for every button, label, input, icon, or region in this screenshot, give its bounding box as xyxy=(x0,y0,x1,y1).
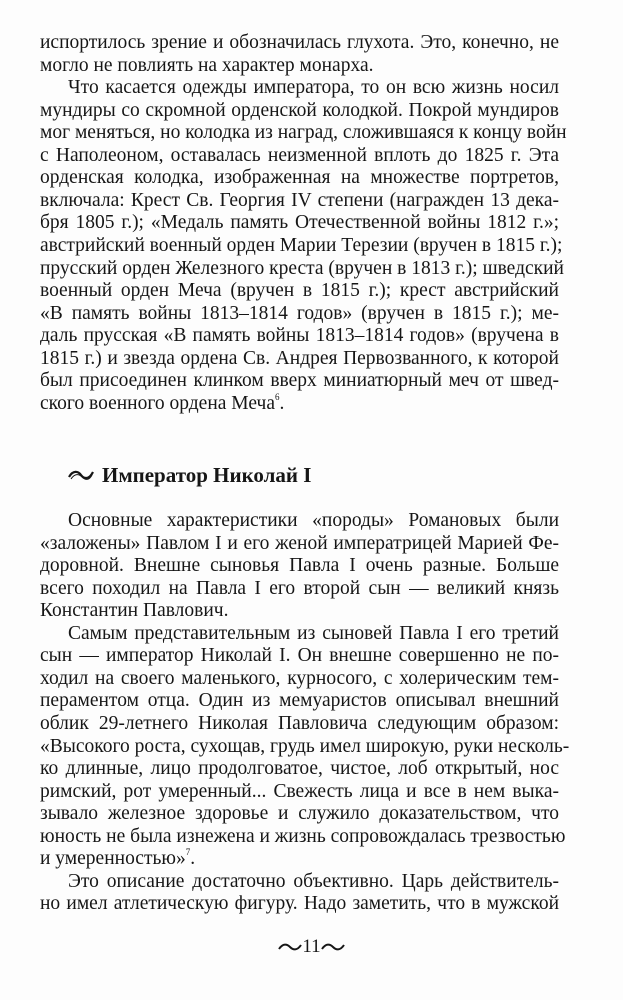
text-line xyxy=(40,555,559,577)
text-line xyxy=(40,100,559,122)
text-line xyxy=(40,533,559,555)
line-text: 1815 г.) и звезда ордена Св. Андрея Первозванного, к которой xyxy=(40,347,559,369)
line-text: Самым представительным из сыновей Павла I его третий xyxy=(68,622,559,644)
text-line xyxy=(40,578,559,600)
line-text: облик 29-летнего Николая Павловича следующим образом: xyxy=(40,712,559,734)
text-line xyxy=(40,145,559,167)
line-text: ходил на своего маленького, курносого, с холерическим тем- xyxy=(40,667,559,689)
text-line xyxy=(40,645,559,667)
footnote-marker[interactable]: 6 xyxy=(275,391,280,402)
text-line xyxy=(40,370,559,392)
text-line xyxy=(40,348,559,370)
text-line xyxy=(68,77,559,99)
page-number: 11 xyxy=(302,936,321,957)
line-text: мундиры со скромной орденской колодкой. Покрой мундиров xyxy=(40,99,559,121)
line-text: был присоединен клинком вверх миниатюрный меч от швед- xyxy=(40,370,559,392)
text-line xyxy=(40,122,567,144)
line-text: мог меняться, но колодка из наград, сложившаяся к концу войн xyxy=(40,122,567,144)
text-line xyxy=(68,510,559,532)
line-text: Это описание достаточно объективно. Царь действитель- xyxy=(68,870,559,892)
text-line xyxy=(40,212,559,234)
text-line xyxy=(40,803,559,825)
line-text: могло не повлиять на характер монарха. xyxy=(40,54,374,76)
line-text: зывало железное здоровье и служило доказательством, что xyxy=(40,803,559,825)
text-line xyxy=(40,893,559,915)
line-text: . xyxy=(279,392,285,414)
line-text: пераментом отца. Один из мемуаристов описывал внешний xyxy=(40,690,559,712)
text-line xyxy=(40,600,559,622)
line-text: орденская колодка, изображенная на множестве портретов, xyxy=(40,167,559,189)
line-text: даль прусская «В память войны 1813–1814 годов» (вручена в xyxy=(40,325,559,347)
line-text: ского военного ордена Меча xyxy=(40,392,275,414)
text-line xyxy=(40,303,559,325)
text-line xyxy=(40,735,570,758)
footnote-marker[interactable]: 7 xyxy=(185,847,191,858)
right-swash-icon xyxy=(321,941,345,953)
text-line xyxy=(40,758,559,780)
line-text: «В память войны 1813–1814 годов» (вручен в 1815 г.); ме- xyxy=(40,302,559,324)
swash-ornament-icon xyxy=(68,469,94,481)
line-text: бря 1805 г.); «Медаль память Отечественной войны 1812 г.»; xyxy=(40,212,559,234)
text-line xyxy=(68,623,559,645)
text-line xyxy=(40,167,559,189)
chapter-heading xyxy=(40,462,311,488)
line-text: включала: Крест Св. Георгия IV степени (награжден 13 дека- xyxy=(40,189,559,211)
text-line xyxy=(40,55,559,77)
heading-title: Император Николай I xyxy=(102,462,312,487)
text-line xyxy=(40,825,566,848)
text-line xyxy=(40,234,563,257)
page-number-footer xyxy=(0,936,623,958)
text-line xyxy=(40,393,559,415)
line-text: юность не была изнежена и жизнь сопровождалась трезвостью xyxy=(40,825,566,847)
text-line xyxy=(40,690,559,712)
text-line xyxy=(40,781,559,803)
text-line xyxy=(40,848,559,870)
text-line xyxy=(40,668,559,690)
line-text: доровной. Внешне сыновья Павла I очень разные. Больше xyxy=(40,555,559,577)
text-line xyxy=(40,280,559,302)
line-text: Константин Павлович. xyxy=(40,600,229,622)
line-text: прусский орден Железного креста (вручен в 1813 г.); шведский xyxy=(40,257,564,279)
left-swash-icon xyxy=(278,941,302,953)
line-text: испортилось зрение и обозначилась глухота. Это, конечно, не xyxy=(40,32,559,53)
line-text: Основные характеристики «породы» Романовых были xyxy=(68,510,559,531)
line-text: Что касается одежды императора, то он всю жизнь носил xyxy=(68,77,559,99)
line-text: но имел атлетическую фигуру. Надо заметить, что в мужской xyxy=(40,893,559,915)
line-text: военный орден Меча (вручен в 1815 г.); крест австрийский xyxy=(40,280,559,302)
text-line xyxy=(40,190,559,212)
line-text: «Высокого роста, сухощав, грудь имел широкую, руки несколь- xyxy=(40,735,570,757)
line-text: и умеренностью» xyxy=(40,848,186,870)
text-line xyxy=(40,325,559,347)
text-line xyxy=(68,871,559,893)
text-line xyxy=(40,257,564,280)
line-text: всего походил на Павла I его второй сын — великий князь xyxy=(40,577,559,599)
text-line xyxy=(40,713,559,735)
line-text: ко длинные, лицо продолговатое, чистое, лоб открытый, нос xyxy=(40,758,559,780)
line-text: австрийский военный орден Марии Терезии (вручен в 1815 г.); xyxy=(40,234,563,256)
line-text: «заложены» Павлом I и его женой императрицей Марией Фе- xyxy=(40,532,559,554)
line-text: сын — император Николай I. Он внешне совершенно не по- xyxy=(40,645,559,667)
line-text: с Наполеоном, оставалась неизменной вплоть до 1825 г. Эта xyxy=(40,144,559,166)
line-text: римский, рот умеренный... Свежесть лица и все в нем выка- xyxy=(40,780,559,802)
line-text: . xyxy=(190,848,196,870)
text-line xyxy=(40,32,559,54)
